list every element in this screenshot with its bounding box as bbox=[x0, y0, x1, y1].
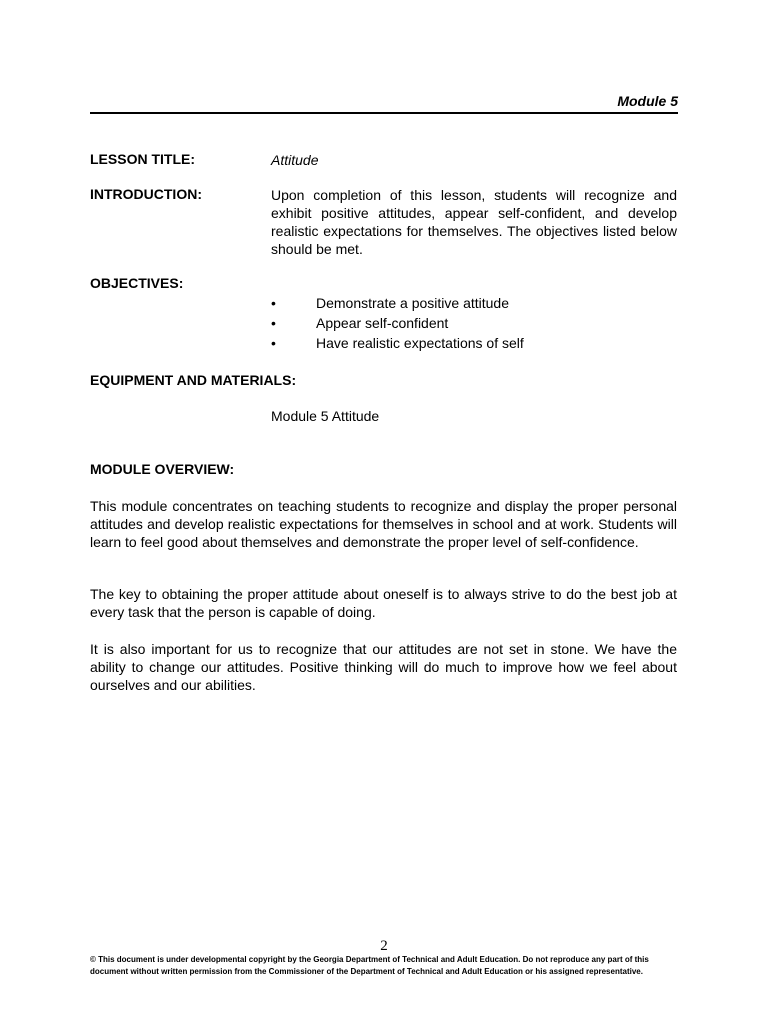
overview-paragraph: This module concentrates on teaching students to recognize and display the proper personal attitudes and develop realistic expectations for themselves in school and at work. Students will learn to feel good about themselves and demonstrate the proper level of self-confidence. bbox=[90, 498, 677, 550]
module-header: Module 5 bbox=[617, 93, 678, 109]
objective-text: Appear self-confident bbox=[316, 315, 449, 331]
lesson-title-value: Attitude bbox=[271, 152, 319, 168]
overview-paragraph: The key to obtaining the proper attitude about oneself is to always strive to do the best job at every task that the person is capable of doing. bbox=[90, 586, 677, 620]
list-item bbox=[270, 333, 524, 353]
objectives-label: OBJECTIVES: bbox=[90, 275, 184, 291]
overview-paragraph: It is also important for us to recognize that our attitudes are not set in stone. We have the ability to change our attitudes. Positive thinking will do much to improve how we feel about ourselves and our abilities. bbox=[90, 641, 677, 693]
objectives-list bbox=[270, 293, 524, 353]
header-rule bbox=[90, 112, 678, 114]
introduction-text: Upon completion of this lesson, students will recognize and exhibit positive attitudes, appear self-confident, and develop realistic expectations for themselves. The objectives listed below should be met. bbox=[271, 187, 677, 257]
page-number: 2 bbox=[380, 938, 388, 954]
bullet-icon: • bbox=[271, 315, 276, 331]
introduction-label: INTRODUCTION: bbox=[90, 186, 202, 202]
list-item bbox=[270, 313, 524, 333]
bullet-icon: • bbox=[271, 295, 276, 311]
equipment-label: EQUIPMENT AND MATERIALS: bbox=[90, 372, 297, 388]
module-overview-label: MODULE OVERVIEW: bbox=[90, 461, 235, 477]
objective-text: Have realistic expectations of self bbox=[316, 335, 524, 351]
copyright-notice: © This document is under developmental copyright by the Georgia Department of Technical and Adult Education. Do not reproduce any part of this document without written permission from the Commissioner of the Department of Technical and Adult Education or his assigned representative. bbox=[90, 955, 649, 976]
equipment-value: Module 5 Attitude bbox=[271, 408, 380, 424]
objective-text: Demonstrate a positive attitude bbox=[316, 295, 509, 311]
list-item bbox=[270, 293, 524, 313]
bullet-icon: • bbox=[271, 335, 276, 351]
lesson-title-label: LESSON TITLE: bbox=[90, 151, 195, 167]
